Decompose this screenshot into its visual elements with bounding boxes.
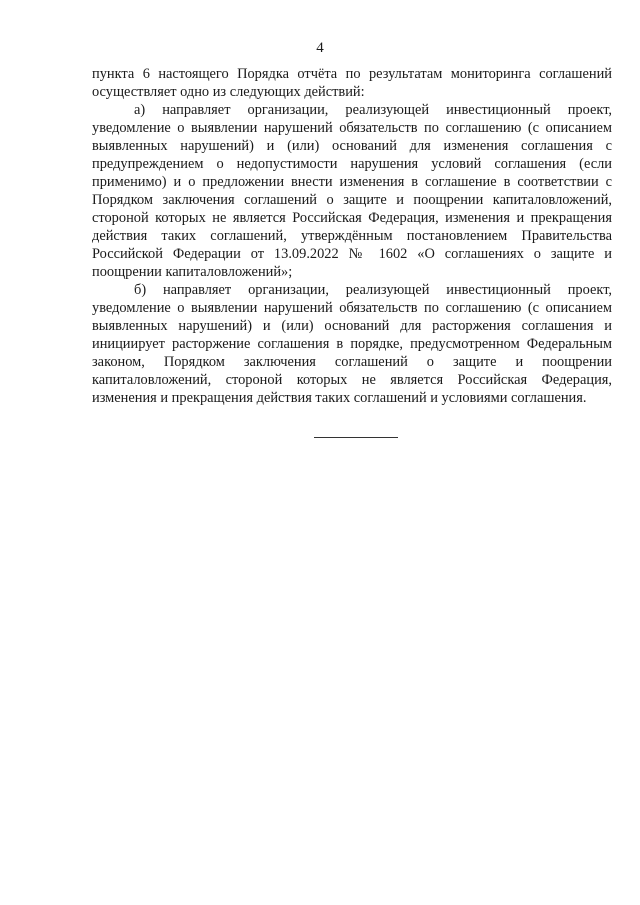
end-rule: [314, 437, 398, 438]
paragraph-item-b: б) направляет организации, реализующей инвестиционный проект, уведомление о выявлении нарушений обязательств по соглашению (с описанием выявленных нарушений) и (или) оснований для расторжения соглашения и инициирует расторжение соглашения в порядке, предусмотренном Федеральным законом, Порядком заключения соглашений о защите и поощрении капиталовложений, стороной которых не является Российская Федерация, изменения и прекращения действия таких соглашений и условиями соглашения.: [92, 282, 612, 406]
page-number: 4: [316, 40, 324, 56]
paragraph-intro: пункта 6 настоящего Порядка отчёта по результатам мониторинга соглашений осуществляет одно из следующих действий:: [92, 66, 612, 100]
document-body: [92, 65, 612, 407]
paragraph-item-a: а) направляет организации, реализующей инвестиционный проект, уведомление о выявлении нарушений обязательств по соглашению (с описанием выявленных нарушений) и (или) оснований для изменения соглашения с предупреждением о недопустимости нарушения условий соглашения (если применимо) и о предложении внести изменения в соглашение в соответствии с Порядком заключения соглашений о защите и поощрении капиталовложений, стороной которых не является Российская Федерация, изменения и прекращения действия таких соглашений, утверждённым постановлением Правительства Российской Федерации от 13.09.2022 № 1602 «О соглашениях о защите и поощрении капиталовложений»;: [92, 102, 612, 280]
